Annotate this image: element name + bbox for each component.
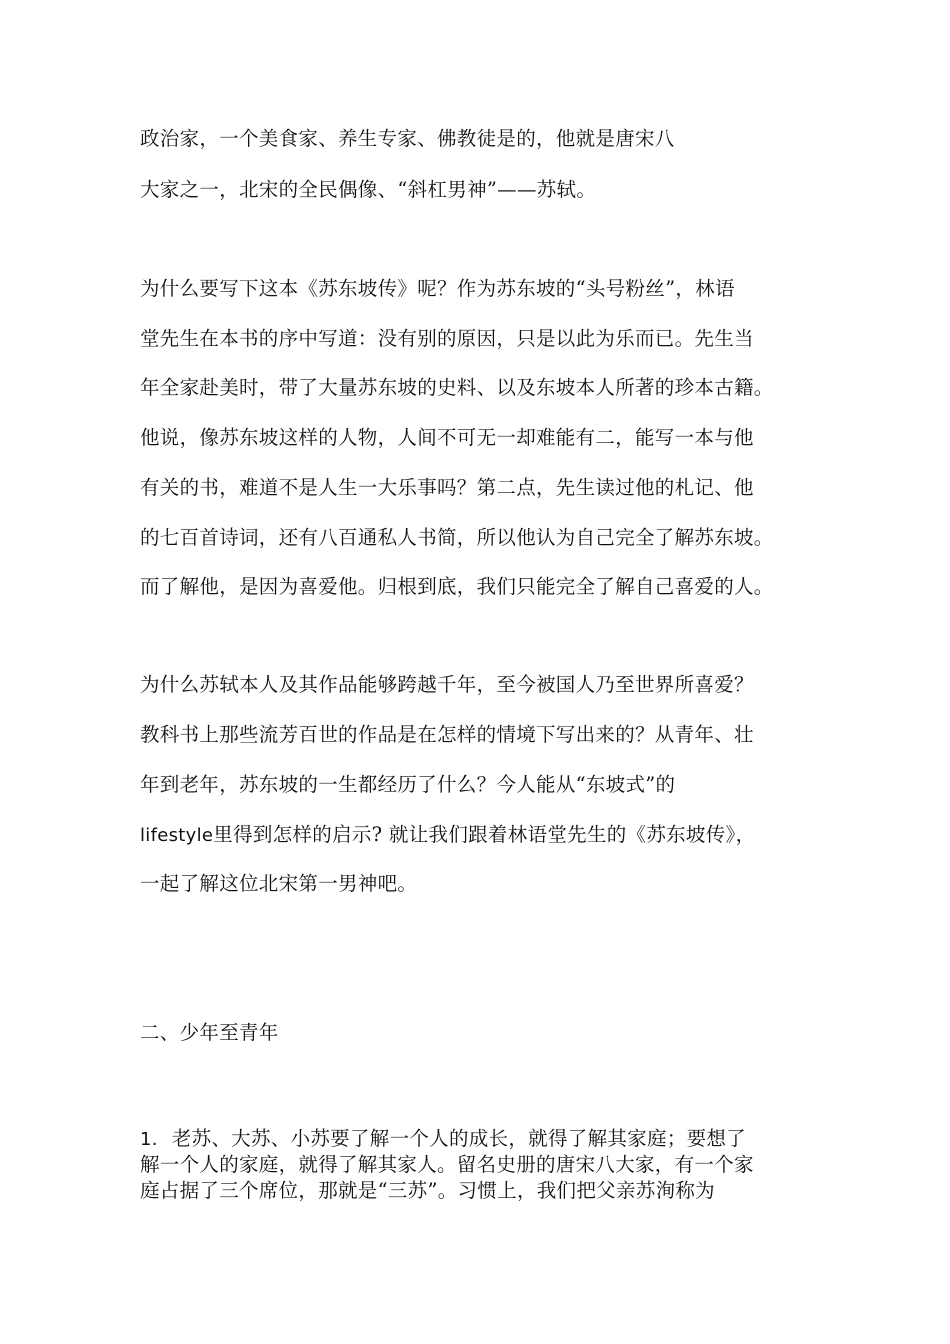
paragraph-1-line-2: 大家之一，北宋的全民偶像、“斜杠男神”——苏轼。 — [140, 178, 597, 201]
paragraph-2-line-4: 他说，像苏东坡这样的人物，人间不可无一却难能有二，能写一本与他 — [140, 426, 754, 449]
paragraph-3-line-4-rest: 里得到怎样的启示? 就让我们跟着林语堂先生的《苏东坡传》， — [213, 823, 756, 846]
item-1-number: 1. — [140, 1129, 158, 1150]
paragraph-2-line-3: 年全家赴美时，带了大量苏东坡的史料、以及东坡本人所著的珍本古籍。 — [140, 376, 774, 399]
item-1-line-3: 庭占据了三个席位，那就是“三苏”。习惯上，我们把父亲苏洵称为 — [140, 1179, 715, 1202]
paragraph-2-line-1: 为什么要写下这本《苏东坡传》呢？作为苏东坡的“头号粉丝”，林语 — [140, 277, 735, 300]
paragraph-3-line-2: 教科书上那些流芳百世的作品是在怎样的情境下写出来的？从青年、壮 — [140, 723, 754, 746]
item-1-line-1 — [140, 1127, 746, 1152]
paragraph-3-line-3: 年到老年，苏东坡的一生都经历了什么？今人能从“东坡式”的 — [140, 773, 676, 796]
paragraph-3-line-4 — [140, 823, 755, 848]
paragraph-2-line-7: 而了解他，是因为喜爱他。归根到底，我们只能完全了解自己喜爱的人。 — [140, 575, 774, 598]
paragraph-2-line-6: 的七百首诗词，还有八百通私人书简，所以他认为自己完全了解苏东坡。 — [140, 526, 774, 549]
paragraph-1-line-1: 政治家，一个美食家、养生专家、佛教徒是的，他就是唐宋八 — [140, 127, 675, 150]
paragraph-2-line-2: 堂先生在本书的序中写道：没有别的原因，只是以此为乐而已。先生当 — [140, 327, 754, 350]
paragraph-3-line-5: 一起了解这位北宋第一男神吧。 — [140, 872, 418, 895]
paragraph-3-line-1: 为什么苏轼本人及其作品能够跨越千年，至今被国人乃至世界所喜爱？ — [140, 673, 754, 696]
paragraph-2-line-5: 有关的书，难道不是人生一大乐事吗？第二点，先生读过他的札记、他 — [140, 476, 754, 499]
latin-word: lifestyle — [140, 825, 214, 846]
item-1-line-2: 解一个人的家庭，就得了解其家人。留名史册的唐宋八大家，有一个家 — [140, 1153, 754, 1176]
item-1-text-1: 老苏、大苏、小苏要了解一个人的成长，就得了解其家庭；要想了 — [171, 1127, 746, 1150]
section-heading: 二、少年至青年 — [140, 1021, 279, 1044]
